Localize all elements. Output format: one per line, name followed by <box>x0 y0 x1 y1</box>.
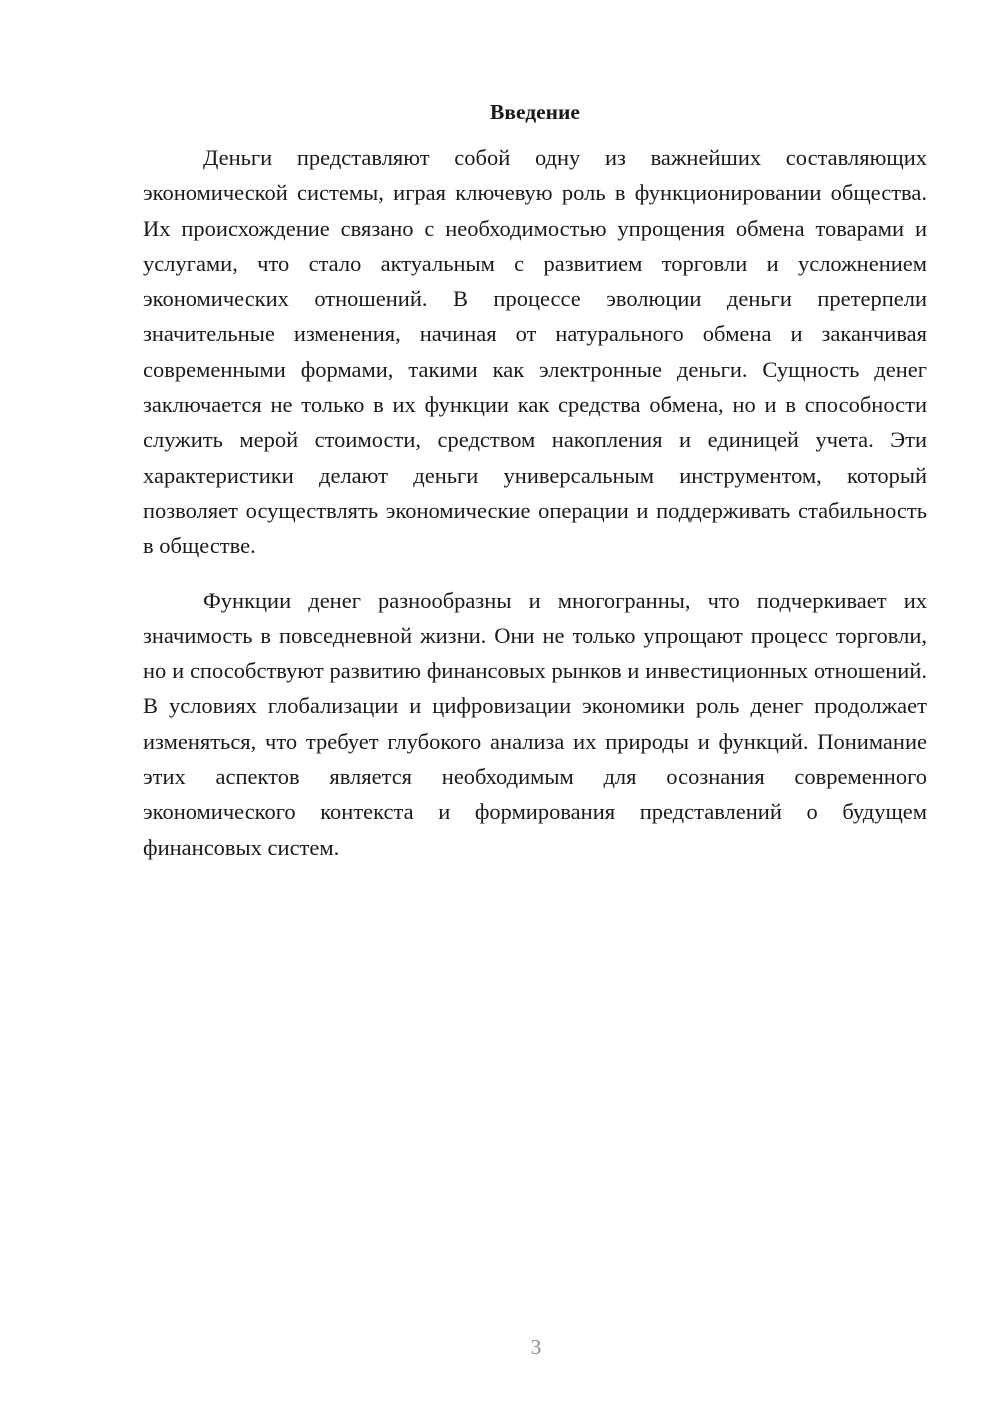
page-content <box>143 98 927 865</box>
paragraph-1: Деньги представляют собой одну из важнейших составляющих экономической системы, играя ключевую роль в функционировании общества. Их происхождение связано с необходимостью упрощения обмена товарами и услугами, что стало актуальным с развитием торговли и усложнением экономических отношений. В процессе эволюции деньги претерпели значительные изменения, начиная от натурального обмена и заканчивая современными формами, такими как электронные деньги. Сущность денег заключается не только в их функции как средства обмена, но и в способности служить мерой стоимости, средством накопления и единицей учета. Эти характеристики делают деньги универсальным инструментом, который позволяет осуществлять экономические операции и поддерживать стабильность в обществе. <box>143 145 927 559</box>
section-heading: Введение <box>490 100 580 124</box>
page-number: 3 <box>530 1335 542 1359</box>
paragraph-2: Функции денег разнообразны и многогранны, что подчеркивает их значимость в повседневной жизни. Они не только упрощают процесс торговли, но и способствуют развитию финансовых рынков и инвестиционных отношений. В условиях глобализации и цифровизации экономики роль денег продолжает изменяться, что требует глубокого анализа их природы и функций. Понимание этих аспектов является необходимым для осознания современного экономического контекста и формирования представлений о будущем финансовых систем. <box>143 587 927 860</box>
